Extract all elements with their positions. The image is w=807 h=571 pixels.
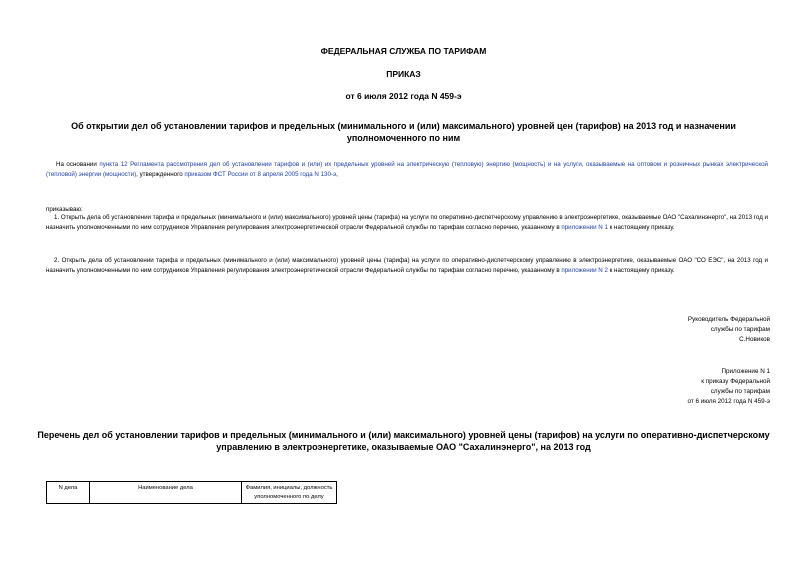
signature-block (688, 315, 770, 345)
appendix-block (687, 367, 770, 407)
appendix-date: от 6 июля 2012 года N 459-э (687, 398, 770, 405)
regulation-link[interactable]: пункта 12 Регламента рассмотрения дел об установлении тарифов и (или) их предельных уровней на электрическую (тепловую) энергию (мощность) и на услуги, оказываемые на оптовом и розничных рынках электрической (тепловой) энергии (мощности) (46, 161, 768, 178)
order-item-1 (46, 213, 768, 233)
table-header-row (47, 482, 337, 504)
order-item-1-text: 1. Открыть дела об установлении тарифа и предельных (минимального и (или) максимального) уровней цены (тарифа) на услуги по оперативно-диспетчерскому управлению в электроэнергетике, оказываемые ОАО "Сахалинэнерго", на 2013 год и назначить уполномоченными по ним сотрудников Управления регулирования электроэнергетической отрасли Федеральной службы по тарифам согласно перечню, указанному в (46, 214, 768, 231)
preamble-suffix: , (336, 171, 338, 178)
col-authorized-person: Фамилия, инициалы, должность уполномоченного по делу (242, 482, 337, 504)
preamble-middle: , утвержденного (136, 171, 185, 178)
order-word: приказываю: (46, 206, 83, 213)
appendix-ref-2: службы по тарифам (710, 388, 770, 395)
order-item-2 (46, 256, 768, 276)
list-title: Перечень дел об установлении тарифов и предельных (минимального и (или) максимального) уровней цены (тарифов) на услуги по оперативно-диспетчерскому управлению в электроэнергетике, оказываемые ОАО "Сахалинэнерго", на 2013 год (37, 430, 770, 452)
cases-table (46, 481, 337, 504)
signature-position-1: Руководитель Федеральной (687, 316, 770, 323)
preamble (46, 160, 768, 180)
col-case-name: Наименование дела (90, 482, 242, 504)
doc-type-heading: ПРИКАЗ (386, 69, 421, 79)
appendix-1-link[interactable]: приложении N 1 (561, 224, 608, 231)
date-number: от 6 июля 2012 года N 459-э (345, 91, 462, 101)
order-item-1-tail: к настоящему приказу. (607, 224, 675, 231)
fst-order-link[interactable]: приказом ФСТ России от 8 апреля 2005 года N 130-э (184, 171, 337, 178)
preamble-prefix: На основании (56, 161, 100, 168)
order-item-2-text: 2. Открыть дела об установлении тарифа и предельных (минимального и (или) максимального) уровней цены (тарифа) на услуги по оперативно-диспетчерскому управлению в электроэнергетике, оказываемые ОАО "СО ЕЭС", на 2013 год и назначить уполномоченными по ним сотрудников Управления регулирования электроэнергетической отрасли Федеральной службы по тарифам согласно перечню, указанному в (46, 257, 768, 274)
agency-heading: ФЕДЕРАЛЬНАЯ СЛУЖБА ПО ТАРИФАМ (320, 46, 487, 56)
order-item-2-tail: к настоящему приказу. (607, 267, 675, 274)
signature-name: С.Новиков (739, 336, 770, 343)
signature-position-2: службы по тарифам (710, 326, 770, 333)
appendix-2-link[interactable]: приложении N 2 (561, 267, 608, 274)
col-case-number: N дела (47, 482, 90, 504)
appendix-number: Приложение N 1 (721, 368, 770, 375)
appendix-ref-1: к приказу Федеральной (701, 378, 770, 385)
document-title: Об открытии дел об установлении тарифов и предельных (минимального и (или) максимального) уровней цен (тарифов) на 2013 год и назначении уполномоченного по ним (71, 121, 736, 143)
